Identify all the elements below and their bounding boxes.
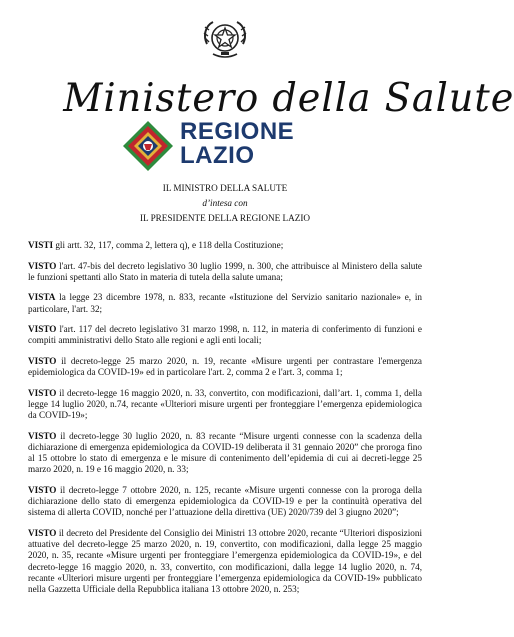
paragraph-lead: VISTO — [28, 260, 57, 271]
paragraph — [28, 528, 422, 595]
document-body — [28, 240, 422, 605]
paragraph — [28, 356, 422, 378]
region-logo-line2: LAZIO — [180, 142, 255, 169]
paragraph-lead: VISTO — [28, 430, 57, 441]
minister-heading: IL MINISTRO DELLA SALUTE — [162, 183, 288, 193]
paragraph — [28, 388, 422, 422]
paragraph-text: gli artt. 32, 117, comma 2, lettera q), e 118 della Costituzione; — [53, 240, 284, 250]
president-heading: IL PRESIDENTE DELLA REGIONE LAZIO — [139, 213, 311, 223]
paragraph-lead: VISTI — [28, 240, 54, 250]
paragraph-text: l'art. 117 del decreto legislativo 31 marzo 1998, n. 112, in materia di conferimento di funzioni e compiti amministrativi dello Stato alle regioni e agli enti locali; — [28, 324, 422, 346]
ministry-title: Ministero della Salute — [63, 76, 514, 121]
paragraph — [28, 292, 422, 314]
paragraph-lead: VISTA — [28, 292, 56, 303]
paragraph — [28, 324, 422, 346]
regione-lazio-logo — [122, 120, 342, 172]
paragraph — [28, 485, 422, 519]
paragraph-text: il decreto del Presidente del Consiglio dei Ministri 13 ottobre 2020, recante “Ulteriori disposizioni attuative del decreto-legge 25 marzo 2020, n. 19, convertito, con modificazioni, dalla legge 25 maggio 2020, n. 35, recante «Misure urgenti per fronteggiare l’emergenza epidemiologica da COVID-19», e del decreto-legge 16 maggio 2020, n. 33, convertito, con modificazioni, dalla legge 14 luglio 2020, n. 74, recante «Ulteriori misure urgenti per fronteggiare l’emergenza epidemiologica da COVID-19» pubblicato nella Gazzetta Ufficiale della Repubblica italiana 13 ottobre 2020, n. 253; — [28, 527, 422, 594]
paragraph — [28, 240, 422, 251]
paragraph-text: la legge 23 dicembre 1978, n. 833, recante «Istituzione del Servizio sanitario nazionale» e, in particolare, l'art. 32; — [28, 292, 422, 314]
region-logo-line1: REGIONE — [180, 118, 295, 145]
paragraph-lead: VISTO — [28, 324, 57, 335]
paragraph-lead: VISTO — [28, 484, 57, 495]
paragraph-lead: VISTO — [28, 387, 57, 398]
paragraph-text: il decreto-legge 7 ottobre 2020, n. 125, recante «Misure urgenti connesse con la proroga della dichiarazione dello stato di emergenza epidemiologica da COVID-19 e per la continuità operativa del sistema di allerta COVID, nonché per l’attuazione della direttiva (UE) 2020/739 del 3 giugno 2020”; — [28, 484, 422, 518]
paragraph-text: il decreto-legge 25 marzo 2020, n. 19, recante «Misure urgenti per contrastare l'emergenza epidemiologica da COVID-19» ed in particolare l'art. 2, comma 2 e l'art. 3, comma 1; — [28, 355, 422, 378]
paragraph — [28, 261, 422, 283]
intesa-line: d’intesa con — [202, 198, 248, 208]
italian-republic-emblem — [201, 14, 249, 62]
paragraph-text: il decreto-legge 16 maggio 2020, n. 33, convertito, con modificazioni, dall’art. 1, comma 1, della legge 14 luglio 2020, n.74, recante «Ulteriori misure urgenti per fronteggiare l’emergenza epidemiologica da COVID-19»; — [28, 387, 422, 421]
paragraph-lead: VISTO — [28, 527, 57, 538]
paragraph-lead: VISTO — [28, 355, 57, 366]
regione-lazio-shield-icon — [122, 120, 174, 172]
paragraph-text: l'art. 47-bis del decreto legislativo 30 luglio 1999, n. 300, che attribuisce al Ministero della salute le funzioni spettanti allo Stato in materia di tutela della salute umana; — [28, 260, 422, 282]
paragraph-text: il decreto-legge 30 luglio 2020, n. 83 recante “Misure urgenti connesse con la scadenza della dichiarazione di emergenza epidemiologica da COVID-19 deliberata il 31 gennaio 2020” che proroga fino al 15 ottobre lo stato di emergenza e le misure di contenimento dell’epidemia di cui ai decreti-legge 25 marzo 2020, n. 19 e 16 maggio 2020, n. 33; — [28, 430, 422, 475]
paragraph — [28, 431, 422, 476]
